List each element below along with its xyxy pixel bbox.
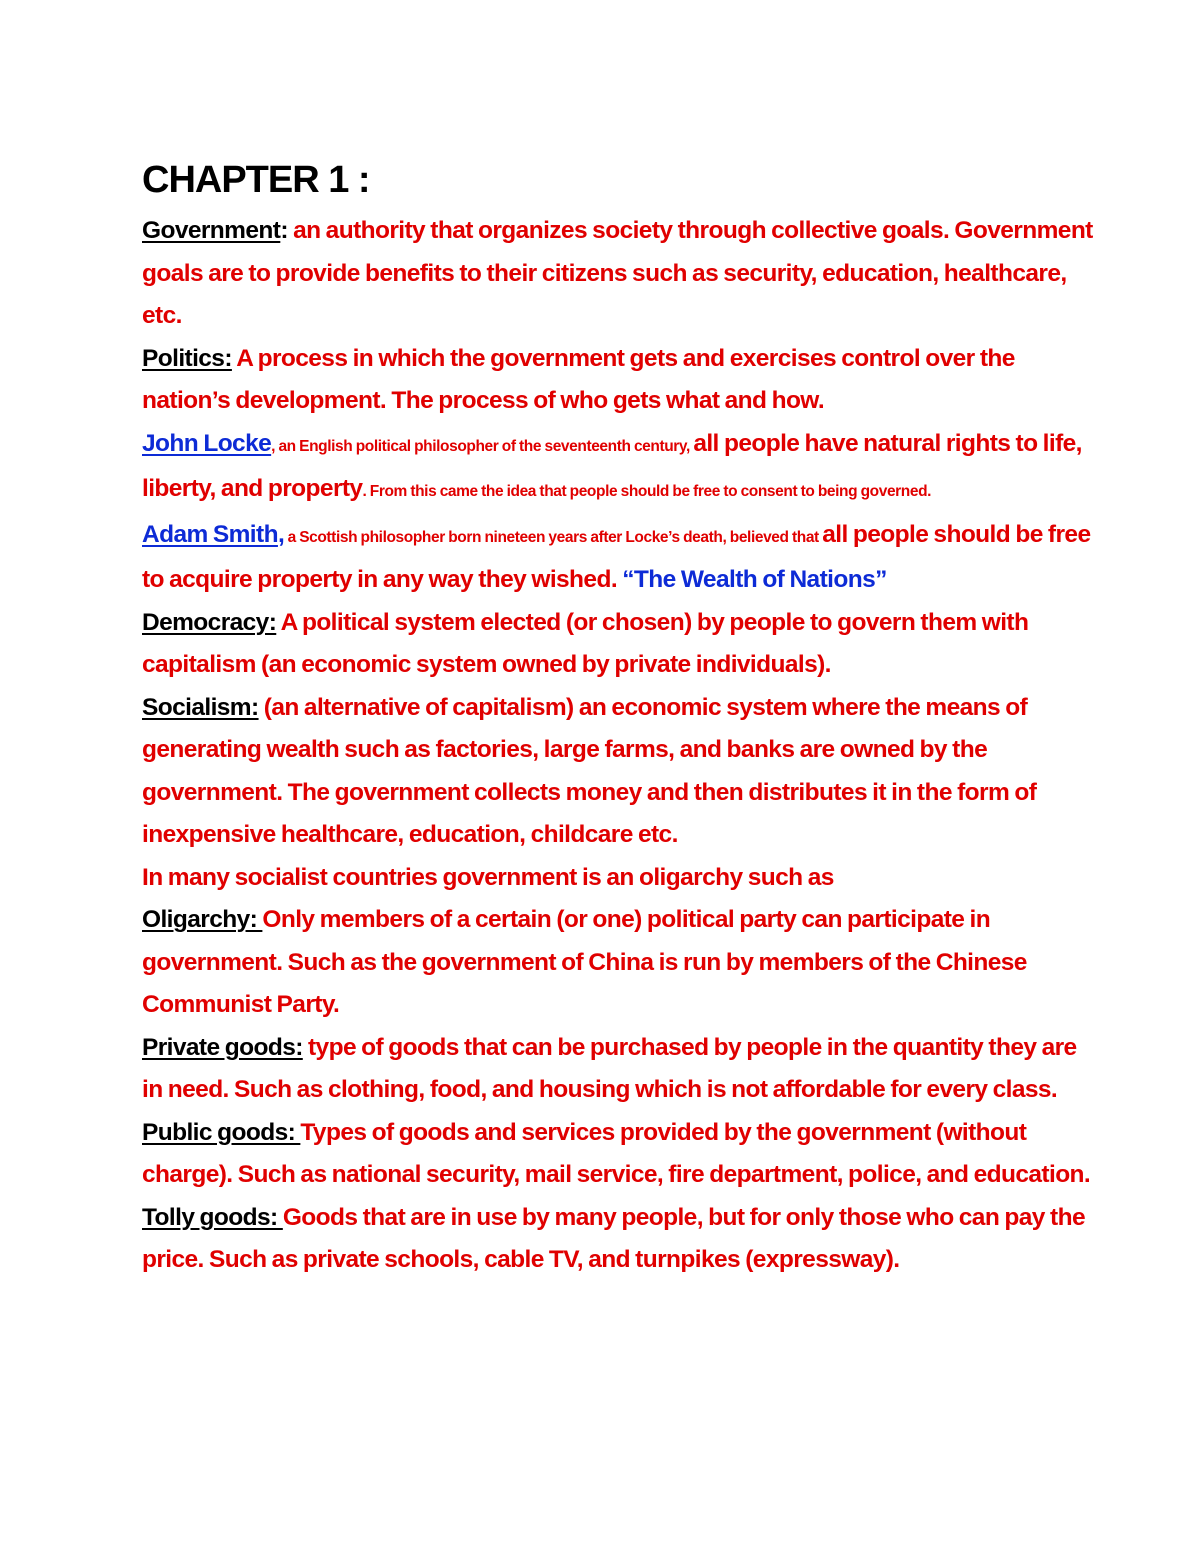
entry-socialist-note [142,857,1102,900]
term-colon: : [280,217,294,244]
entry-adam-smith [142,514,1102,602]
term-government: Government [142,217,281,244]
definition-socialism: (an alternative of capitalism) an economic system where the means of generating wealth such as factories, large farms, and banks are owned by the government. The government collects money and then distributes it in the form of inexpensive healthcare, education, childcare etc. [142,693,1037,848]
locke-description: , an English political philosopher of the seventeenth century, [271,437,694,455]
entry-oligarchy [142,899,1102,1027]
smith-belief: all people should be free to acquire property in any way they wished. [142,520,1091,593]
definition-public-goods: Types of goods and services provided by the government (without charge). Such as national security, mail service, fire department, police, and education. [142,1118,1091,1188]
smith-comma: , [277,520,285,548]
smith-description: a Scottish philosopher born nineteen years after Locke’s death, believed that [284,528,823,546]
locke-rights: all people have natural rights to life, liberty, and property [142,429,1082,502]
term-tolly-goods: Tolly goods: [142,1203,283,1231]
entry-socialism [142,687,1102,857]
wealth-of-nations-quote: “The Wealth of Nations” [622,566,887,593]
definition-politics: A process in which the government gets and exercises control over the nation’s development. The process of who gets what and how. [142,344,1015,414]
locke-consent: . From this came the idea that people should be free to consent to being governed. [362,483,932,500]
definition-government: an authority that organizes society through collective goals. Government goals are to provide benefits to their citizens such as security, education, healthcare, etc. [142,217,1093,329]
term-public-goods: Public goods: [142,1118,301,1146]
entry-government [142,210,1102,338]
term-politics: Politics: [142,344,232,372]
definition-tolly-goods: Goods that are in use by many people, but for only those who can pay the price. Such as private schools, cable TV, and turnpikes (expressway). [142,1203,1085,1273]
link-john-locke[interactable]: John Locke [142,429,272,457]
term-democracy: Democracy: [142,608,277,636]
socialist-note-text: In many socialist countries government is an oligarchy such as [142,863,834,891]
entry-private-goods [142,1027,1102,1112]
link-adam-smith[interactable]: Adam Smith [142,520,278,548]
term-oligarchy: Oligarchy: [142,906,263,933]
definition-oligarchy: Only members of a certain (or one) political party can participate in government. Such as the government of China is run by members of the Chinese Communist Party. [142,906,1027,1018]
term-socialism: Socialism: [142,693,259,721]
definition-democracy: A political system elected (or chosen) by people to govern them with capitalism (an economic system owned by private individuals). [142,608,1029,678]
entry-politics [142,338,1102,423]
chapter-title: CHAPTER 1 : [142,159,370,201]
document-page [142,150,1102,1282]
term-private-goods: Private goods: [142,1033,303,1061]
entry-public-goods [142,1112,1102,1197]
entry-tolly-goods [142,1197,1102,1282]
definition-private-goods: type of goods that can be purchased by people in the quantity they are in need. Such as clothing, food, and housing which is not affordable for every class. [142,1033,1077,1103]
entry-john-locke [142,423,1102,514]
entry-democracy [142,602,1102,687]
